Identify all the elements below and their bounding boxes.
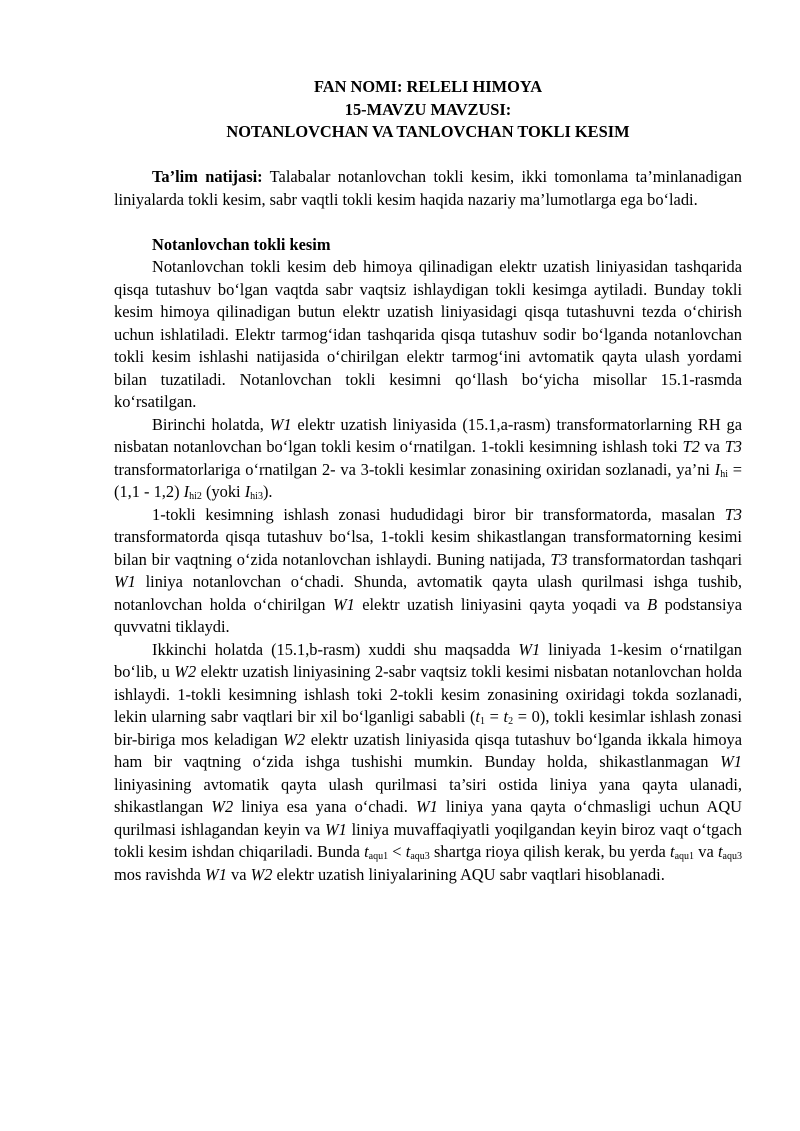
learning-outcome-label: Ta’lim natijasi: [152, 167, 263, 186]
learning-outcome-text: Talabalar notanlovchan tokli kesim, ikki tomonlama ta’minlanadigan liniyalarda tokli kesim, sabr vaqtli tokli kesim haqida nazariy ma’lumotlarga ega bo‘ladi. [114, 167, 742, 209]
document-page [114, 76, 742, 886]
text-run: 1-tokli kesimning ishlash zonasi hududidagi biror bir transformatorda, masalan [152, 504, 725, 524]
line-label: W1 [114, 572, 136, 591]
line-label: W1 [325, 819, 347, 839]
spacer [114, 144, 742, 167]
text-run: elektr uzatish liniyalarining AQU sabr vaqtlari hisoblanadi. [272, 864, 665, 884]
line-label: W2 [174, 662, 197, 681]
text-run: va [226, 864, 251, 884]
time-symbol: t [717, 842, 723, 861]
text-run: transformatordan tashqari [567, 549, 742, 569]
text-run: transformatorda qisqa tutashuv bo‘lsa, 1-tokli kesim shikastlangan transformatorning kesimi bilan bir vaqtning o‘zida notanlovchan ishlaydi. Buning natijada, [114, 527, 742, 569]
title-topic-name: NOTANLOVCHAN VA TANLOVCHAN TOKLI KESIM [226, 122, 630, 141]
line-label: W1 [518, 639, 541, 659]
text-run: va [699, 437, 725, 456]
text-run: liniya yana qayta o‘chmasligi uchun AQU qurilmasi ishlagandan keyin va [114, 797, 742, 839]
text-run: liniya esa yana o‘chadi. [233, 797, 416, 816]
subscript: hi2 [189, 491, 202, 502]
line-label: W2 [250, 864, 273, 884]
paragraph-2 [114, 414, 742, 504]
transformer-label: T2 [682, 437, 700, 456]
text-run: ). [262, 482, 273, 501]
text-run: va [694, 842, 718, 861]
time-symbol: t [670, 842, 675, 861]
paragraph-1: Notanlovchan tokli kesim deb himoya qilinadigan elektr uzatish liniyasidan tashqarida qisqa tutashuv bo‘lgan vaqtda sabr vaqtsiz ishlaydigan tokli kesimga aytiladi. Bunday tokli kesim himoya qilinadigan butun elektr uzatish liniyasidagi qisqa tutashuvni tezda o‘chirish uchun ishlatiladi. Elektr tarmog‘idan tashqarida qisqa tutashuv sodir bo‘lganda notanlovchan tokli kesim ishlashi natijasida o‘chirilgan elektr tarmog‘ini avtomatik qayta ulash yordami bilan tuzatiladi. Notanlovchan tokli kesimni qo‘llash bo‘yicha misollar 15.1-rasmda ko‘rsatilgan. [114, 257, 742, 411]
text-run: = [484, 707, 504, 726]
time-symbol: t [475, 707, 480, 726]
line-label: W2 [211, 797, 234, 816]
text-run: Ikkinchi holatda (15.1,b-rasm) xuddi shu maqsadda [152, 639, 519, 659]
text-run: transformatorlariga o‘rnatilgan 2- va 3-tokli kesimlar zonasining oxiridan sozlanadi, ya’ni [114, 459, 715, 479]
transformer-label: T3 [724, 504, 742, 524]
text-run: < [388, 842, 406, 861]
text-run: liniya notanlovchan o‘chadi. Shunda, avtomatik qayta ulash qurilmasi ishga tushib, notanlovchan holda o‘chirilgan [114, 572, 742, 614]
subscript: aqu3 [410, 851, 430, 862]
spacer [114, 211, 742, 234]
document-title [114, 76, 742, 144]
current-symbol: I [244, 482, 251, 501]
subscript: 1 [479, 716, 485, 727]
text-run: elektr uzatish liniyasini qayta yoqadi va [354, 594, 648, 614]
text-run: podstansiya quvvatni tiklaydi. [114, 594, 742, 636]
transformer-label: T3 [550, 549, 568, 569]
text-run: liniyasining avtomatik qayta ulash qurilmasi ta’siri ostida liniya yana qayta ulanadi, shikastlangan [114, 774, 742, 816]
text-run: Birinchi holatda, [152, 414, 270, 434]
current-symbol: I [183, 482, 190, 501]
subscript: aqu1 [674, 851, 695, 862]
time-symbol: t [405, 842, 411, 861]
text-run: liniya muvaffaqiyatli yoqilgandan keyin biroz vaqt o‘tgach tokli kesim ishdan chiqariladi. Bunda [114, 819, 742, 861]
text-run: = (1,1 - 1,2) [114, 459, 743, 501]
title-topic-number: 15-MAVZU MAVZUSI: [344, 99, 512, 119]
line-label: W1 [332, 594, 355, 614]
learning-outcome-paragraph [114, 166, 742, 211]
subscript: aqu1 [368, 851, 389, 862]
section-heading: Notanlovchan tokli kesim [152, 234, 331, 254]
substation-label: B [647, 594, 658, 614]
subscript: hi3 [250, 491, 263, 502]
current-symbol: I [714, 459, 721, 479]
transformer-label: T3 [724, 437, 742, 456]
line-label: W1 [720, 752, 742, 771]
line-label: W1 [269, 414, 292, 434]
line-label: W1 [205, 864, 227, 884]
time-symbol: t [364, 842, 369, 861]
subscript: hi [720, 468, 728, 480]
time-symbol: t [503, 707, 509, 726]
text-run: elektr uzatish liniyasida (15.1,a-rasm) transformatorlarning RH ga nisbatan notanlovchan bo‘lgan tokli kesim o‘rnatilgan. 1-tokli kesimning ishlash toki [114, 414, 742, 456]
text-run: = 0), tokli kesimlar ishlash zonasi bir-biriga mos keladigan [114, 707, 742, 749]
subscript: 2 [508, 716, 514, 727]
text-run: mos ravishda [114, 864, 206, 884]
text-run: (yoki [201, 482, 245, 501]
text-run: shartga rioya qilish kerak, bu yerda [429, 842, 671, 861]
subscript: aqu3 [722, 851, 742, 862]
line-label: W1 [415, 797, 438, 816]
text-run: elektr uzatish liniyasida qisqa tutashuv bo‘lganda ikkala himoya ham bir vaqtning o‘zida ishga tushishi mumkin. Bunday holda, shikastlanmagan [114, 729, 743, 771]
text-run: liniyada 1-kesim o‘rnatilgan bo‘lib, u [114, 639, 742, 681]
title-subject: FAN NOMI: RELELI HIMOYA [313, 77, 543, 96]
paragraph-3 [114, 504, 742, 639]
line-label: W2 [283, 729, 306, 749]
text-run: elektr uzatish liniyasining 2-sabr vaqtsiz tokli kesimi nisbatan notanlovchan holda ishlaydi. 1-tokli kesimning ishlash toki 2-tokli kesim zonasining oxiridagi tokda sozlanadi, lekin ularning sabr vaqtlari bir xil bo‘lganligi sababli ( [114, 662, 742, 726]
paragraph-4 [114, 639, 742, 887]
